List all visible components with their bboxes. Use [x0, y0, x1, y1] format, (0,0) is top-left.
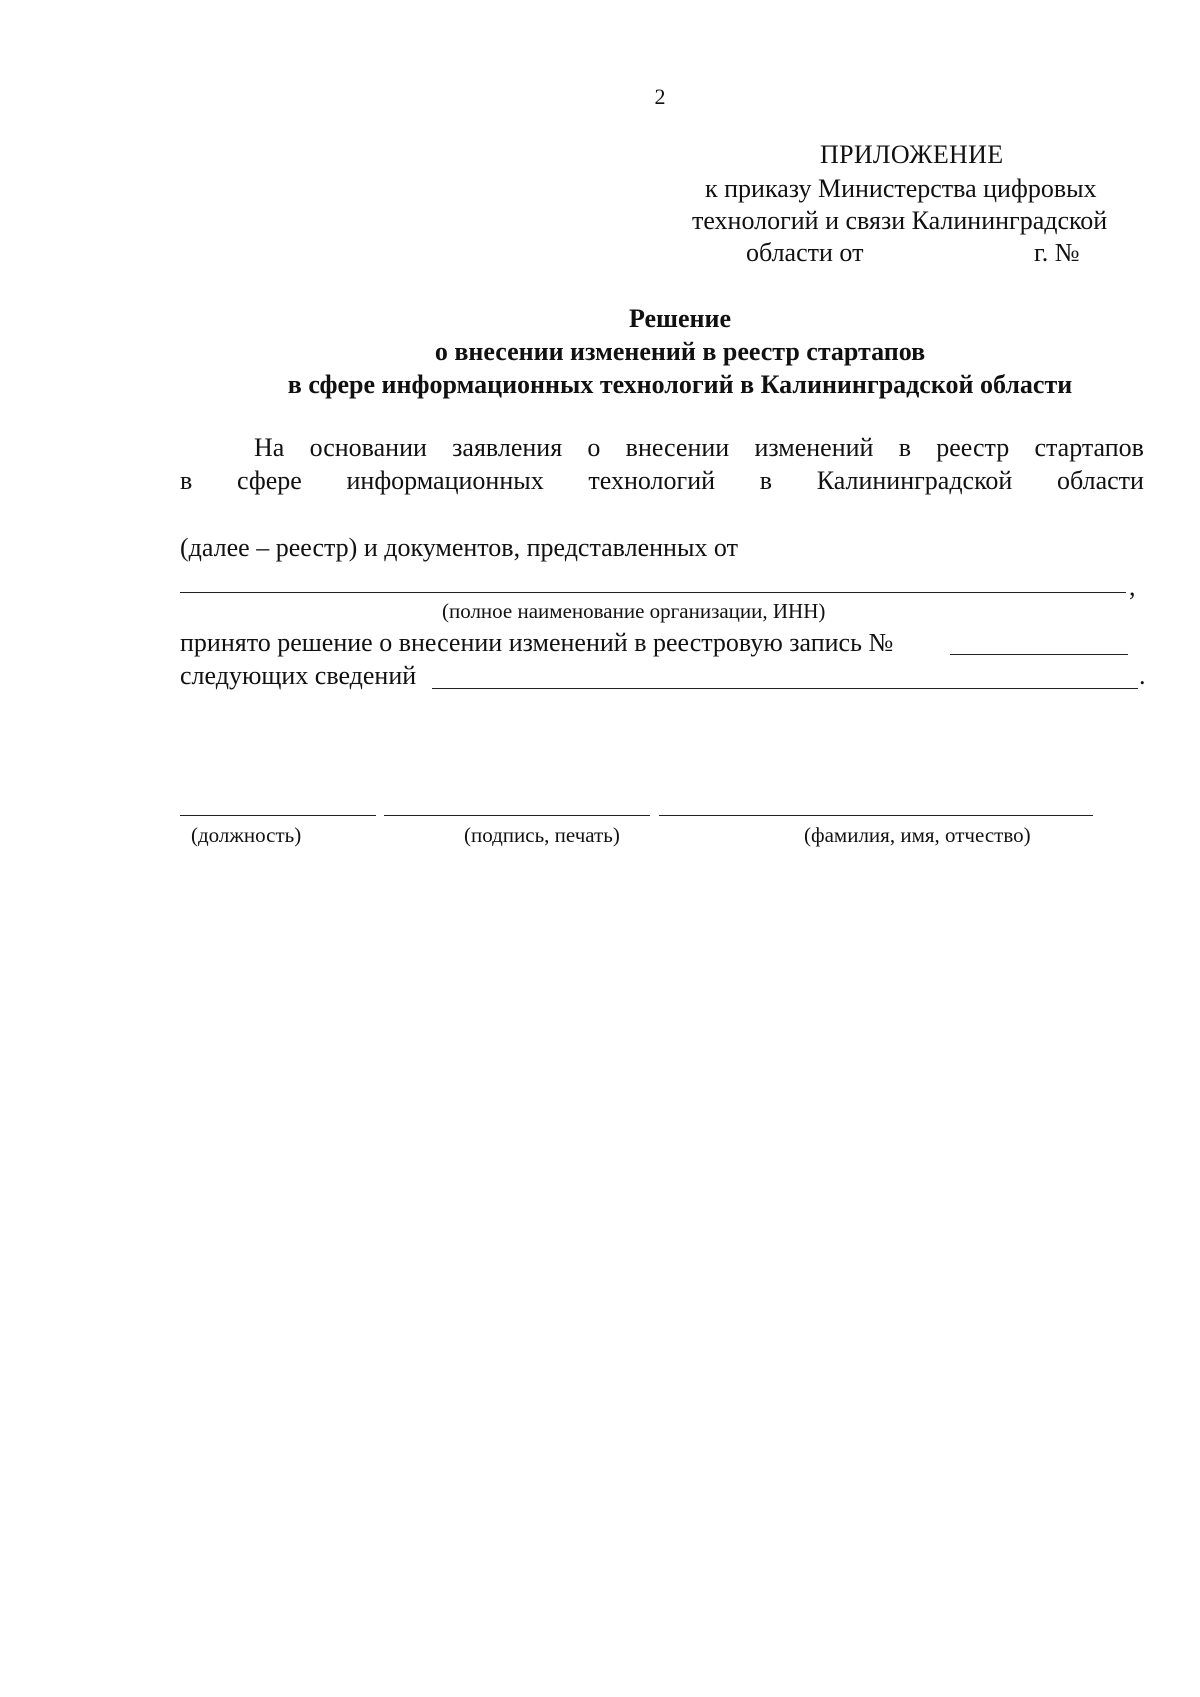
appendix-line-3: области от [746, 238, 864, 267]
title-line-3: в сфере информационных технологий в Калининградской области [287, 370, 1073, 399]
paragraph-line-2 [180, 466, 1144, 496]
organization-name-line [180, 592, 1126, 593]
appendix-line-1: к приказу Министерства цифровых [705, 174, 1097, 203]
word: в [898, 433, 911, 462]
word: Калининградской [816, 466, 1013, 495]
word: в [180, 466, 193, 495]
appendix-number-label: г. № [1034, 238, 1080, 267]
appendix-line-2: технологий и связи Калининградской [692, 206, 1108, 235]
organization-comma: , [1129, 572, 1136, 601]
word: основании [309, 433, 427, 462]
word: внесении [625, 433, 730, 462]
organization-caption: (полное наименование организации, ИНН) [442, 599, 826, 623]
full-name-line [659, 815, 1093, 816]
decision-text: принято решение о внесении изменений в реестровую запись № [180, 628, 894, 657]
record-number-line [950, 654, 1128, 655]
word: реестр [936, 433, 1010, 462]
word: технологий [588, 466, 716, 495]
signature-caption: (подпись, печать) [464, 823, 620, 847]
paragraph-line-1 [254, 433, 1144, 463]
word: в [759, 466, 773, 495]
paragraph-line-3: (далее – реестр) и документов, представленных от [180, 533, 738, 562]
word: На [254, 433, 285, 462]
word: области [1057, 466, 1144, 495]
title-line-1: Решение [628, 304, 732, 333]
position-caption: (должность) [191, 823, 302, 847]
full-name-caption: (фамилия, имя, отчество) [804, 823, 1031, 847]
word: сфере [236, 466, 302, 495]
appendix-title: ПРИЛОЖЕНИЕ [820, 140, 1004, 169]
word: заявления [452, 433, 563, 462]
word: изменений [754, 433, 874, 462]
details-end-dot: . [1139, 661, 1146, 690]
position-line [180, 815, 376, 816]
word: информационных [346, 466, 544, 495]
details-label: следующих сведений [180, 661, 417, 690]
word: о [587, 433, 601, 462]
page-number: 2 [654, 84, 666, 109]
word: стартапов [1034, 433, 1144, 462]
signature-line [384, 815, 650, 816]
details-line [432, 688, 1138, 689]
title-line-2: о внесении изменений в реестр стартапов [434, 337, 926, 366]
